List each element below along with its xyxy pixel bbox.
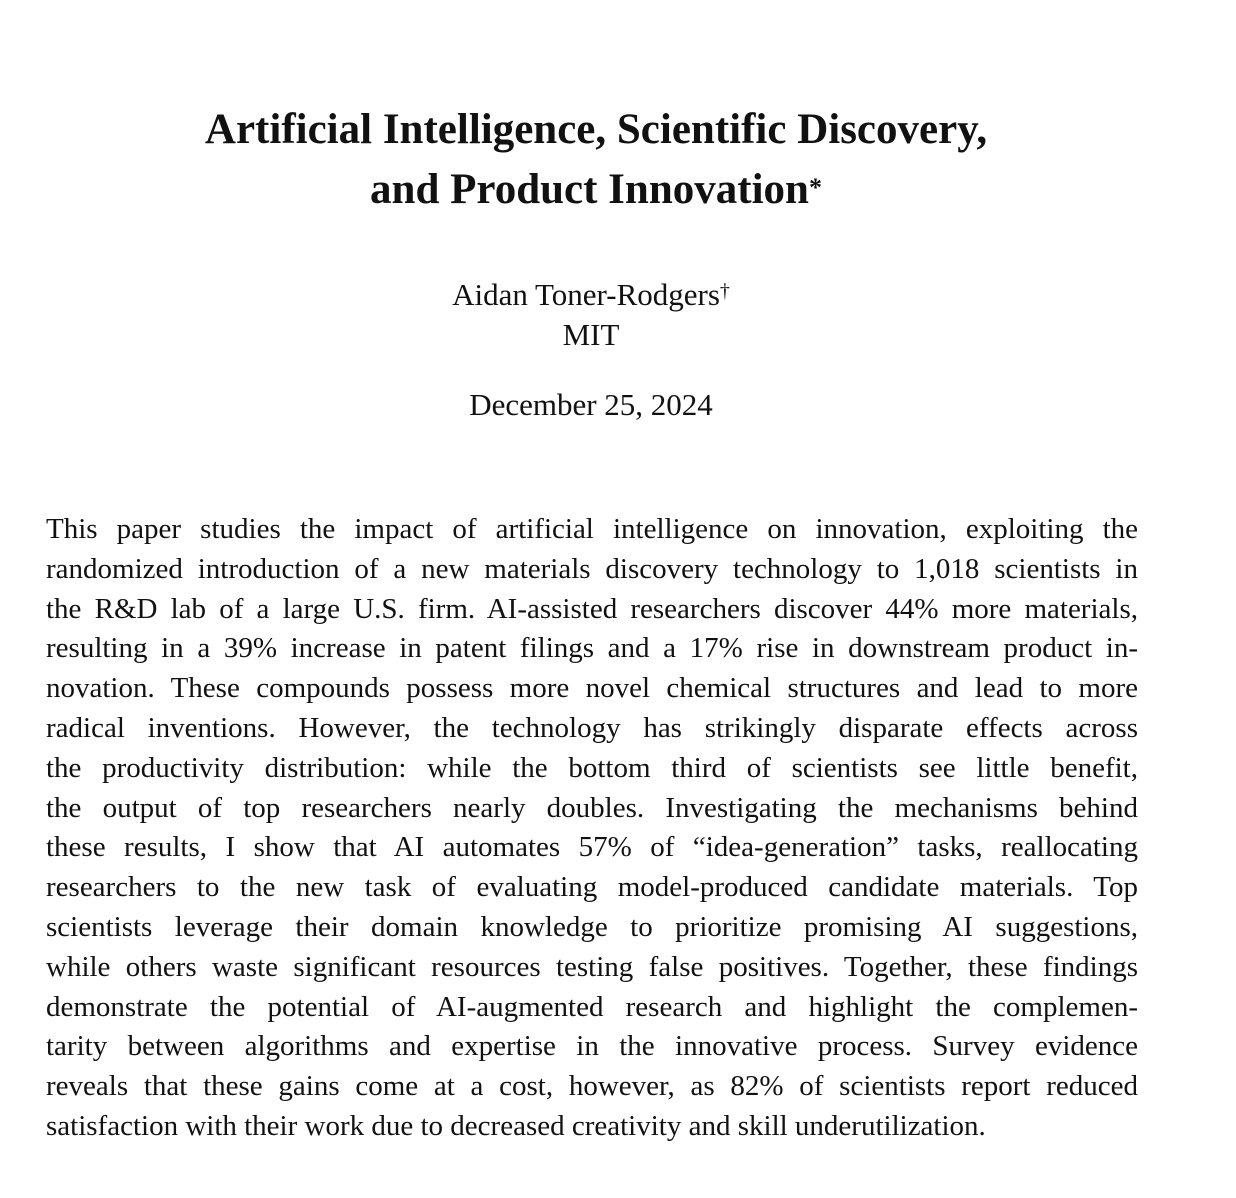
author-affiliation: MIT xyxy=(562,317,620,352)
abstract xyxy=(46,510,1138,1147)
abstract-line: This paper studies the impact of artificial intelligence on innovation, exploiting the xyxy=(46,513,1138,545)
abstract-line: demonstrate the potential of AI-augmented research and highlight the complemen- xyxy=(46,990,1138,1023)
abstract-line: reveals that these gains come at a cost, however, as 82% of scientists report reduced xyxy=(46,1070,1138,1103)
author-footnote-mark[interactable]: † xyxy=(719,280,730,302)
paper-title xyxy=(0,100,1192,220)
abstract-line: while others waste significant resources testing false positives. Together, these findings xyxy=(46,950,1138,983)
title-line-2 xyxy=(0,160,1192,220)
author-block xyxy=(0,275,1182,355)
author-line xyxy=(0,275,1182,315)
abstract-line: resulting in a 39% increase in patent filings and a 17% rise in downstream product in- xyxy=(46,632,1138,665)
paper-date: December 25, 2024 xyxy=(469,387,713,422)
abstract-line: the R&D lab of a large U.S. firm. AI-assisted researchers discover 44% more materials, xyxy=(46,592,1138,625)
abstract-line: these results, I show that AI automates 57% of “idea-generation” tasks, reallocating xyxy=(46,831,1138,864)
abstract-line: the output of top researchers nearly doubles. Investigating the mechanisms behind xyxy=(46,791,1138,824)
title-line-1: Artificial Intelligence, Scientific Discovery, xyxy=(204,106,988,153)
title-line-2-text: and Product Innovation xyxy=(370,166,809,213)
author-name: Aidan Toner-Rodgers xyxy=(452,277,720,312)
title-footnote-mark[interactable]: * xyxy=(808,173,822,202)
abstract-line: radical inventions. However, the technology has strikingly disparate effects across xyxy=(46,711,1138,744)
abstract-line: randomized introduction of a new materials discovery technology to 1,018 scientists in xyxy=(46,552,1138,585)
abstract-line: scientists leverage their domain knowledge to prioritize promising AI suggestions, xyxy=(46,910,1138,943)
abstract-line: novation. These compounds possess more novel chemical structures and lead to more xyxy=(46,672,1138,705)
abstract-line: tarity between algorithms and expertise in the innovative process. Survey evidence xyxy=(46,1030,1138,1063)
abstract-line: satisfaction with their work due to decreased creativity and skill underutilization. xyxy=(46,1109,986,1142)
abstract-line: the productivity distribution: while the bottom third of scientists see little benefit, xyxy=(46,751,1138,784)
abstract-line: researchers to the new task of evaluating model-produced candidate materials. Top xyxy=(46,871,1138,904)
